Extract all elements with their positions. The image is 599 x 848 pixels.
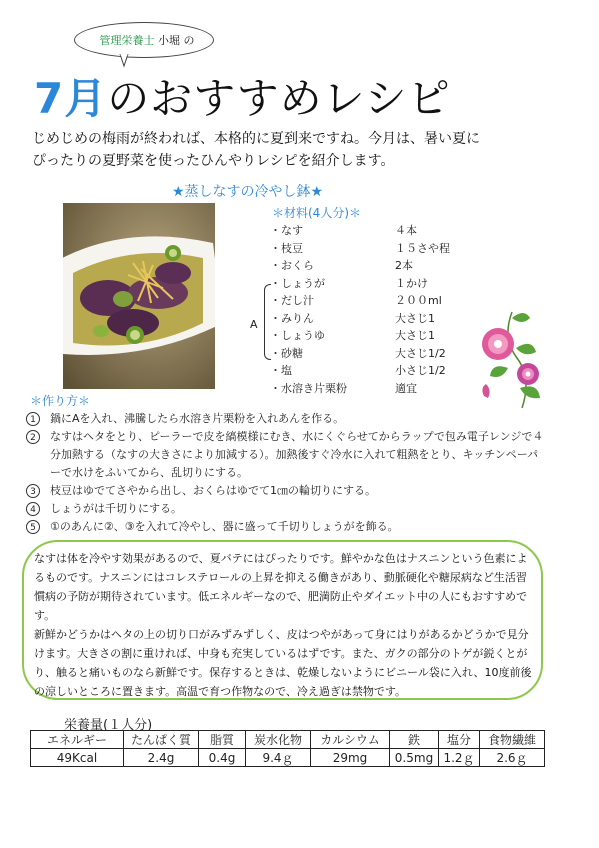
ingredients-title: ＊材料(4人分)＊ <box>272 206 361 220</box>
nutrition-title: 栄養量(１人分) <box>64 718 153 733</box>
nutrition-value: 9.4ｇ <box>246 749 311 767</box>
intro-line: ぴったりの夏野菜を使ったひんやりレシピを紹介します。 <box>32 153 395 169</box>
author-label <box>82 32 212 48</box>
nutrition-value: 2.4g <box>124 749 199 767</box>
nutrition-header: 食物繊維 <box>480 731 545 749</box>
ingredient-amount: １５さや程 <box>395 241 450 255</box>
ingredient-amount: ４本 <box>395 224 417 237</box>
page-title <box>34 66 451 126</box>
group-a-label: A <box>250 318 258 331</box>
ingredient-name: ・なす <box>270 224 303 237</box>
nutrition-header: カルシウム <box>311 731 390 749</box>
ingredient-row <box>270 362 470 380</box>
nutrition-header: エネルギー <box>31 731 124 749</box>
ingredient-amount: 大さじ1/2 <box>395 346 446 360</box>
ingredient-name: ・しょうゆ <box>270 329 325 342</box>
ingredient-amount: 大さじ1 <box>395 329 435 342</box>
step-text: 鍋にAを入れ、沸騰したら水溶き片栗粉を入れあんを作る。 <box>50 412 345 425</box>
method-steps <box>26 410 546 536</box>
method-step <box>26 410 546 428</box>
nutrition-table <box>30 730 545 767</box>
recipe-name: ★蒸しなすの冷やし鉢★ <box>172 184 324 200</box>
ingredient-name: ・みりん <box>270 311 314 325</box>
ingredient-amount: 2本 <box>395 259 413 272</box>
nutrition-value: 29mg <box>311 749 390 767</box>
step-text: ①のあんに②、③を入れて冷やし、器に盛って千切りしょうがを飾る。 <box>50 520 399 533</box>
step-number: 3 <box>26 484 40 498</box>
method-step <box>26 428 546 482</box>
ingredient-name: ・しょうが <box>270 276 325 290</box>
morning-glory-flower-icon <box>472 308 554 416</box>
intro-line: じめじめの梅雨が終われば、本格的に夏到来ですね。今月は、暑い夏に <box>32 131 480 147</box>
ingredient-amount: １かけ <box>395 276 428 290</box>
ingredient-row <box>270 222 470 240</box>
ingredient-amount: 小さじ1/2 <box>395 364 446 377</box>
nutrition-value: 0.5mg <box>390 749 439 767</box>
ingredient-row <box>270 310 470 328</box>
step-number: 4 <box>26 502 40 516</box>
ingredients-list <box>270 222 470 397</box>
nutrition-header: 脂質 <box>199 731 246 749</box>
ingredient-row <box>270 275 470 293</box>
nutrition-header: 鉄 <box>390 731 439 749</box>
ingredient-amount: 適宜 <box>395 381 417 395</box>
nutrition-value: 0.4g <box>199 749 246 767</box>
ingredient-row <box>270 345 470 363</box>
step-number: 2 <box>26 430 40 444</box>
ingredient-name: ・水溶き片栗粉 <box>270 381 347 395</box>
ingredient-name: ・だし汁 <box>270 294 314 307</box>
group-a-bracket <box>264 284 271 360</box>
method-title: ＊作り方＊ <box>30 394 91 408</box>
ingredient-amount: 大さじ1 <box>395 311 435 325</box>
step-text: しょうがは千切りにする。 <box>50 502 182 515</box>
nutrition-value-row <box>31 749 545 767</box>
ingredient-row <box>270 327 470 345</box>
nutrition-header: たんぱく質 <box>124 731 199 749</box>
recipe-photo <box>63 203 215 389</box>
ingredient-name: ・砂糖 <box>270 346 303 360</box>
nutrition-value: 2.6ｇ <box>480 749 545 767</box>
info-text <box>34 549 534 701</box>
method-step <box>26 500 546 518</box>
ingredient-name: ・枝豆 <box>270 241 303 255</box>
ingredient-name: ・塩 <box>270 364 292 377</box>
author-role: 管理栄養士 <box>99 34 155 47</box>
nutrition-value: 1.2ｇ <box>439 749 480 767</box>
step-text: 枝豆はゆでてさやから出し、おくらはゆでて1㎝の輪切りにする。 <box>50 484 376 497</box>
nutrition-header-row <box>31 731 545 749</box>
nutrition-value: 49Kcal <box>31 749 124 767</box>
method-step <box>26 482 546 500</box>
step-text: なすはヘタをとり、ピーラーで皮を縞模様にむき、水にくぐらせてからラップで包み電子レンジで４分加熱する（なすの大きさにより加減する）。加熱後すぐ冷水に入れて粗熱をとり、キッチンペーパーで水けをふいてから、乱切りにする。 <box>50 430 544 479</box>
ingredient-row <box>270 240 470 258</box>
title-rest: のおすすめレシピ <box>107 74 451 123</box>
nutrition-header: 炭水化物 <box>246 731 311 749</box>
intro-text <box>32 128 572 172</box>
step-number: 1 <box>26 412 40 426</box>
info-paragraph: 新鮮かどうかはヘタの上の切り口がみずみずしく、皮はつやがあって身にはりがあるかどうかで見分けます。大きさの割に重ければ、中身も充実しているはずです。また、ガクの部分のトゲが鋭くとがり、触ると痛いものなら新鮮です。保存するときは、乾燥しないようにビニール袋に入れ、10度前後の涼しいところに置きます。高温で育つ作物なので、冷え過ぎは禁物です。 <box>34 628 532 698</box>
ingredient-row <box>270 257 470 275</box>
ingredient-name: ・おくら <box>270 259 314 272</box>
author-name: 小堀 の <box>158 34 195 47</box>
ingredient-row <box>270 380 470 398</box>
step-number: 5 <box>26 520 40 534</box>
method-step <box>26 518 546 536</box>
info-paragraph: なすは体を冷やす効果があるので、夏バテにはぴったりです。鮮やかな色はナスニンという色素によるものです。ナスニンにはコレステロールの上昇を抑える働きがあり、動脈硬化や糖尿病など生活習慣病の予防が期待されています。低エネルギーなので、肥満防止やダイエット中の人にもおすすめです。 <box>34 552 528 622</box>
nutrition-header: 塩分 <box>439 731 480 749</box>
ingredient-row <box>270 292 470 310</box>
ingredient-amount: ２００ml <box>395 294 442 307</box>
title-month: 7月 <box>34 74 108 123</box>
